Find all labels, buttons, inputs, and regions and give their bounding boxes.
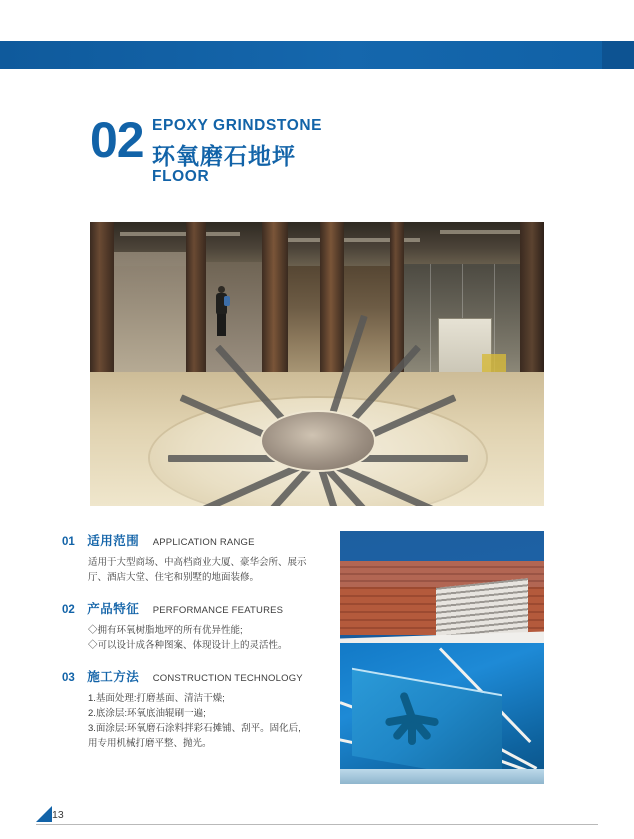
section-number: 02 <box>90 112 144 168</box>
person-figure <box>214 286 230 338</box>
section-index: 02 <box>62 604 75 616</box>
section-title-en: CONSTRUCTION TECHNOLOGY <box>152 673 303 684</box>
section-body <box>88 555 306 585</box>
section-body <box>88 623 306 653</box>
title-chinese: 环氧磨石地坪 <box>152 143 296 169</box>
section-list <box>62 531 324 765</box>
column <box>262 222 288 372</box>
section-title-cn: 产品特征 <box>87 602 140 616</box>
section-body-line: 适用于大型商场、中高档商业大厦、豪华会所、展示 <box>88 557 307 568</box>
section-heading <box>62 667 324 685</box>
page-number: 13 <box>52 809 64 821</box>
section-body-line: 用专用机械打磨平整、抛光。 <box>88 738 212 749</box>
footer-divider <box>36 824 598 825</box>
section-body-line: 厅、酒店大堂、住宅和别墅的地面装修。 <box>88 572 260 583</box>
section-heading <box>62 531 324 549</box>
section-body-line: ◇拥有环氧树脂地坪的所有优异性能; <box>88 625 243 636</box>
header-band-notch <box>602 41 634 69</box>
list-item <box>62 667 324 751</box>
ceiling-light-strip <box>440 230 530 234</box>
section-title-cn: 施工方法 <box>87 670 140 684</box>
section-title-en: APPLICATION RANGE <box>152 537 255 548</box>
ceiling-light-strip <box>120 232 240 236</box>
section-index: 01 <box>62 536 75 548</box>
list-item <box>62 599 324 653</box>
hero-image <box>90 222 544 506</box>
photo2-bottom-edge <box>340 769 544 784</box>
column <box>320 222 344 372</box>
section-body <box>88 691 306 751</box>
wall-left <box>108 252 188 377</box>
column <box>186 222 206 372</box>
header-band <box>0 41 634 69</box>
person-legs <box>217 314 226 336</box>
page-title <box>90 112 550 190</box>
section-heading <box>62 599 324 617</box>
title-english-bottom: FLOOR <box>152 168 210 185</box>
column <box>390 222 404 372</box>
section-body-line: ◇可以设计成各种图案、体现设计上的灵活性。 <box>88 640 288 651</box>
secondary-image <box>340 531 544 784</box>
section-index: 03 <box>62 672 75 684</box>
photo2-leaf-pattern <box>384 707 440 755</box>
section-body-line: 3.面涂层:环氧磨石涂料拌彩石摊铺、刮平。固化后, <box>88 723 301 734</box>
section-title-en: PERFORMANCE FEATURES <box>152 605 284 616</box>
section-body-line: 1.基面处理:打磨基面、清洁干燥; <box>88 693 225 704</box>
title-english-top: EPOXY GRINDSTONE <box>152 117 323 134</box>
section-body-line: 2.底涂层:环氧底油辊刷一遍; <box>88 708 206 719</box>
person-bag <box>224 296 230 306</box>
list-item <box>62 531 324 585</box>
header-band-gradient <box>0 41 634 69</box>
person-head <box>218 286 225 293</box>
folio-marker <box>36 806 52 822</box>
medallion-center <box>260 410 376 472</box>
section-title-cn: 适用范围 <box>87 534 140 548</box>
